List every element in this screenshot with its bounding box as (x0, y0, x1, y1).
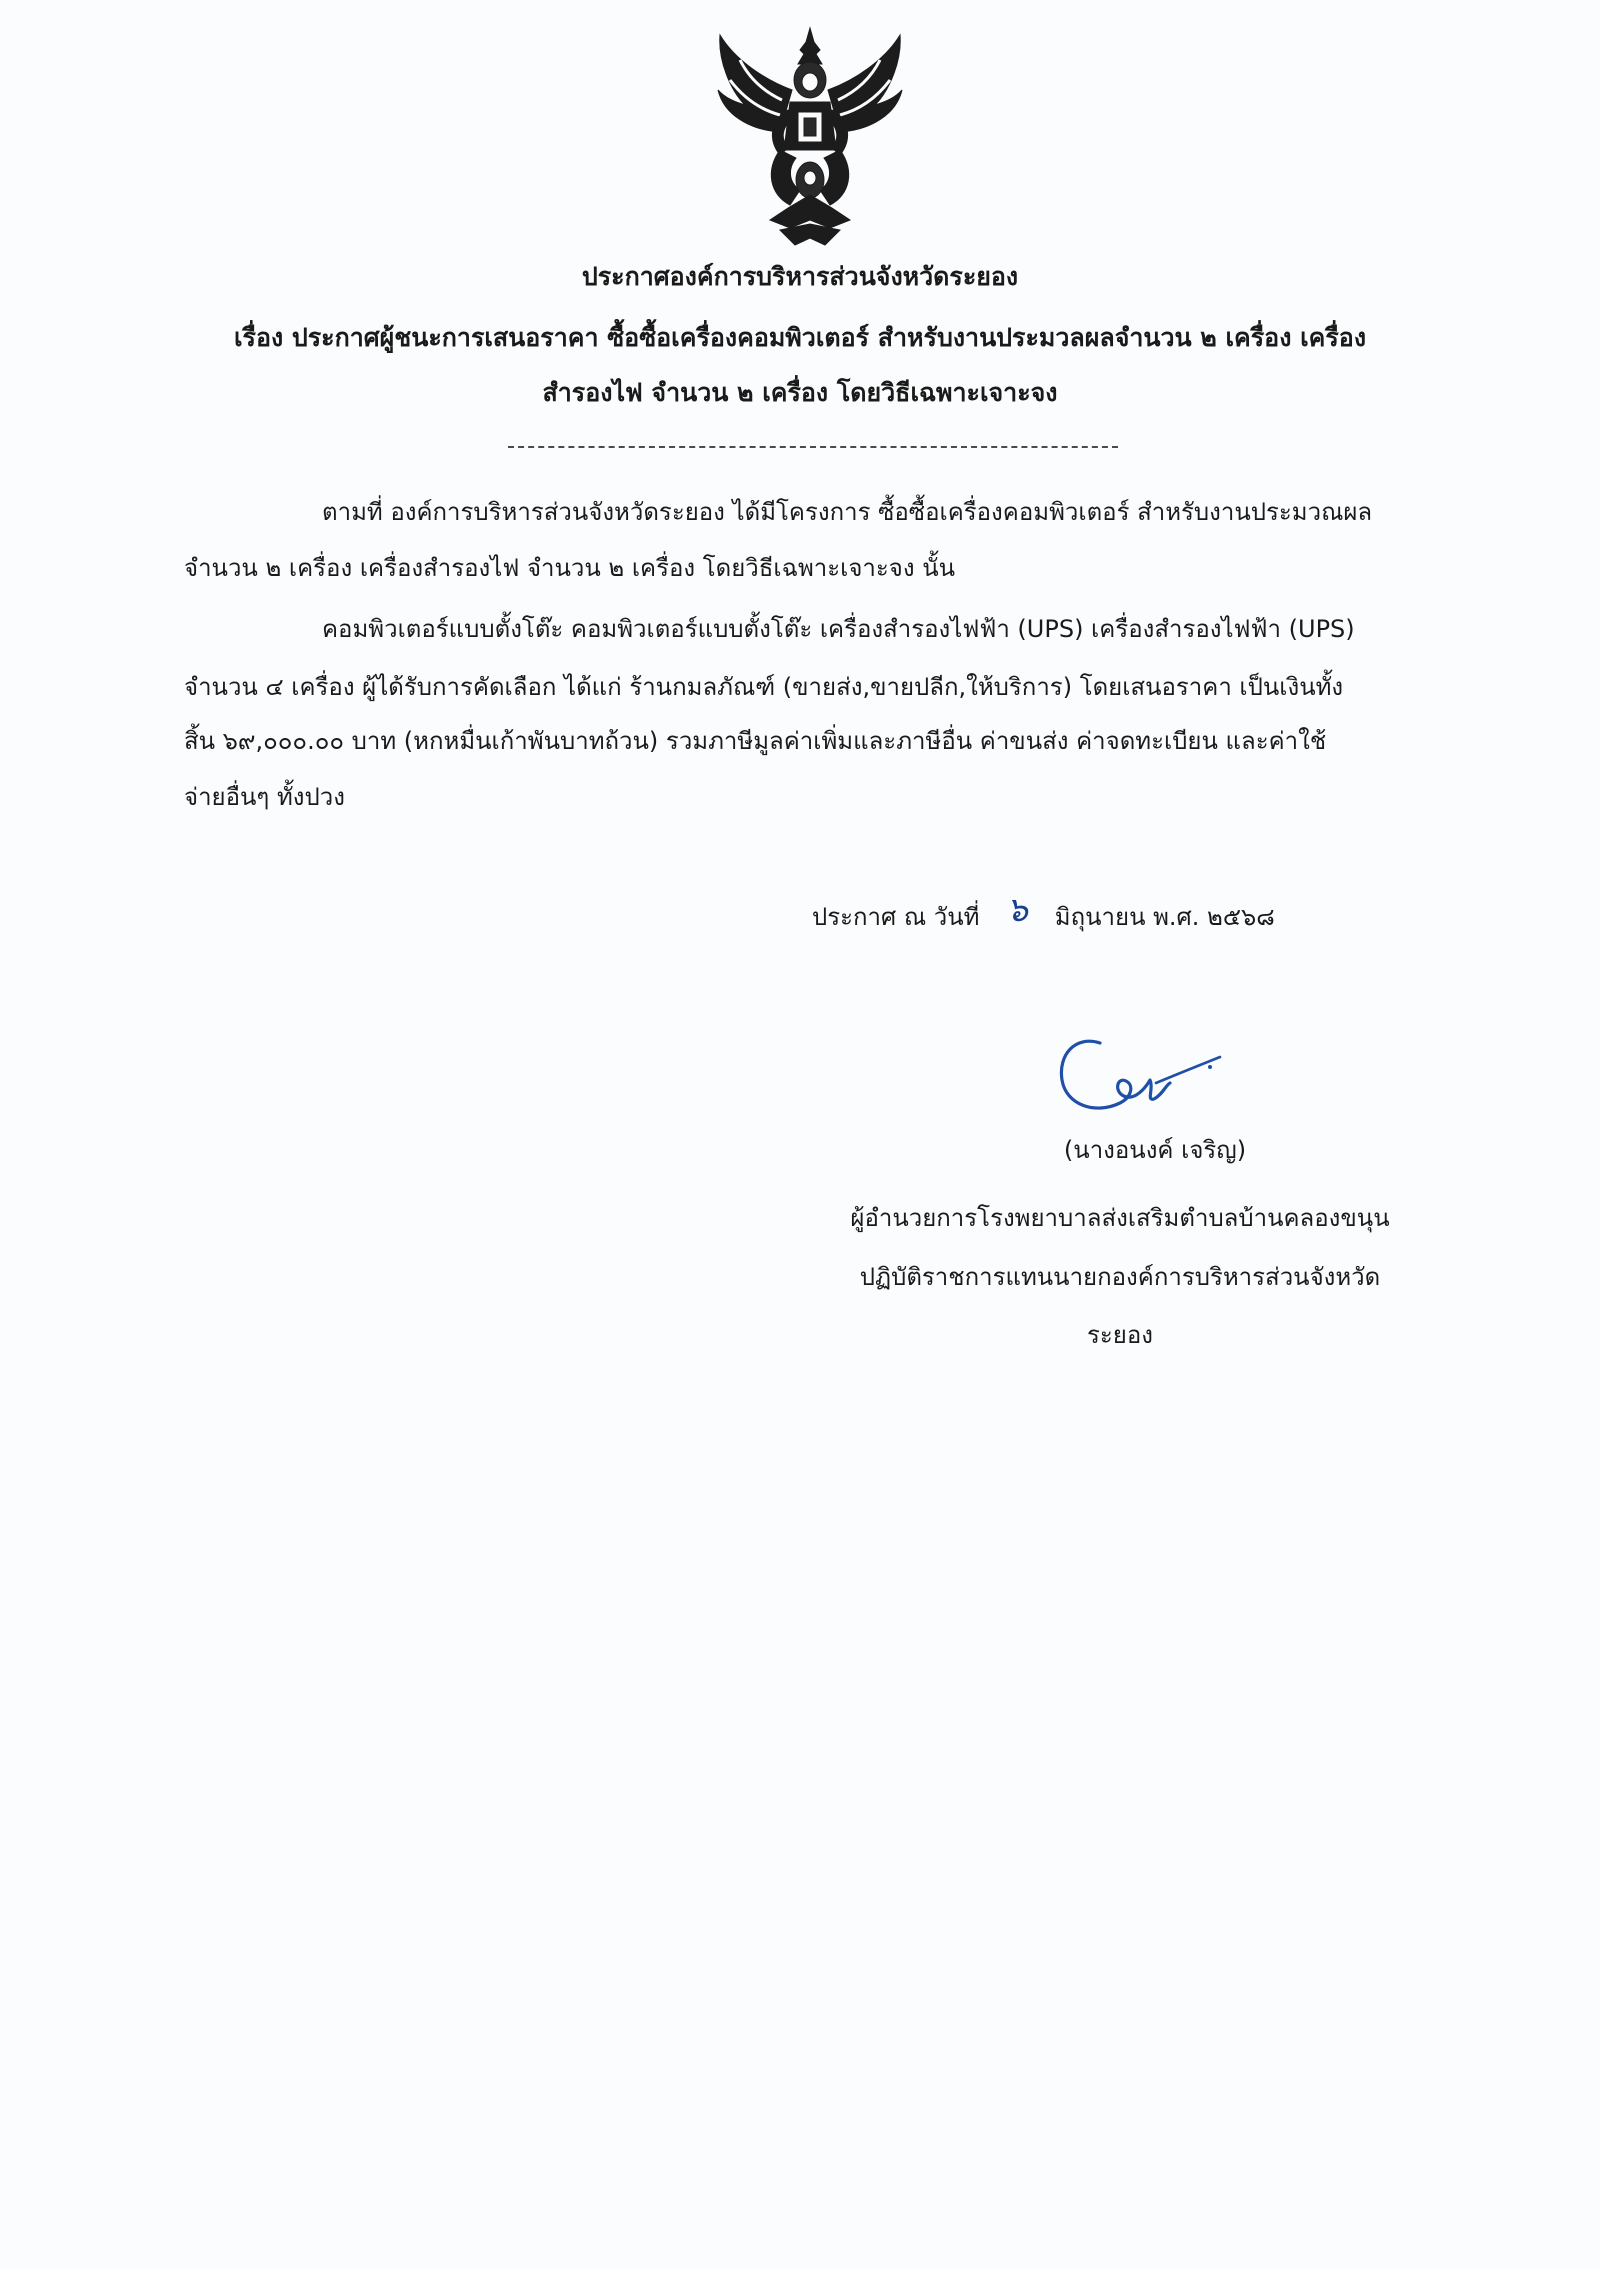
announcement-date (812, 890, 1275, 936)
body-paragraph-2-line-4: จ่ายอื่นๆ ทั้งปวง (184, 783, 345, 811)
header-divider (508, 446, 1118, 448)
signatory-position-line-1: ผู้อำนวยการโรงพยาบาลส่งเสริมตำบลบ้านคลองขนุน (850, 1204, 1390, 1232)
garuda-emblem-icon (710, 20, 910, 260)
date-prefix: ประกาศ ณ วันที่ (812, 903, 980, 931)
announcement-subject-line-2: สำรองไฟ จำนวน ๒ เครื่อง โดยวิธีเฉพาะเจาะจง (542, 378, 1058, 407)
signatory-position-line-3: ระยอง (1087, 1321, 1153, 1349)
announcement-title: ประกาศองค์การบริหารส่วนจังหวัดระยอง (581, 262, 1019, 291)
announcement-subject-line-1: เรื่อง ประกาศผู้ชนะการเสนอราคา ซื้อซื้อเครื่องคอมพิวเตอร์ สำหรับงานประมวลผลจำนวน ๒ เครื่อง เครื่อง (233, 323, 1367, 352)
body-paragraph-1-line-1: ตามที่ องค์การบริหารส่วนจังหวัดระยอง ได้มีโครงการ ซื้อซื้อเครื่องคอมพิวเตอร์ สำหรับงานประมวณผล (322, 498, 1373, 526)
body-paragraph-2-line-3: สิ้น ๖๙,๐๐๐.๐๐ บาท (หกหมื่นเก้าพันบาทถ้วน) รวมภาษีมูลค่าเพิ่มและภาษีอื่น ค่าขนส่ง ค่าจดทะเบียน และค่าใช้ (184, 727, 1327, 755)
date-month-year: มิถุนายน พ.ศ. ๒๕๖๘ (1054, 903, 1275, 931)
date-day-handwritten: ๖ (1006, 890, 1028, 930)
body-paragraph-2-line-2: จำนวน ๔ เครื่อง ผู้ได้รับการคัดเลือก ได้แก่ ร้านกมลภัณฑ์ (ขายส่ง,ขายปลีก,ให้บริการ) โดยเสนอราคา เป็นเงินทั้ง (184, 673, 1344, 701)
body-paragraph-2-line-1: คอมพิวเตอร์แบบตั้งโต๊ะ คอมพิวเตอร์แบบตั้งโต๊ะ เครื่องสำรองไฟฟ้า (UPS) เครื่องสำรองไฟฟ้า (UPS) (322, 615, 1355, 643)
signatory-position-line-2: ปฏิบัติราชการแทนนายกองค์การบริหารส่วนจังหวัด (859, 1263, 1381, 1291)
body-paragraph-1-line-2: จำนวน ๒ เครื่อง เครื่องสำรองไฟ จำนวน ๒ เครื่อง โดยวิธีเฉพาะเจาะจง นั้น (184, 554, 956, 582)
signatory-name: (นางอนงค์ เจริญ) (1063, 1136, 1247, 1164)
handwritten-signature (1050, 1025, 1240, 1125)
